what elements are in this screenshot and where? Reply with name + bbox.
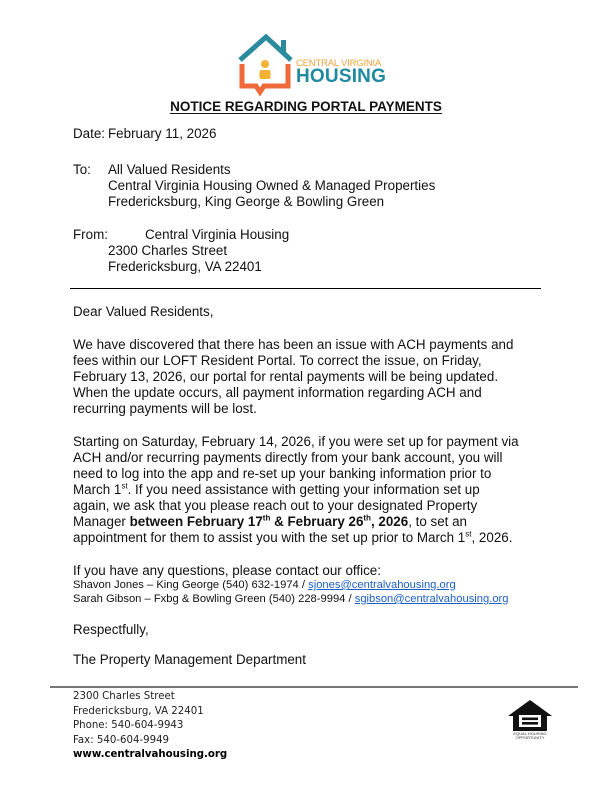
paragraph-2-line <box>73 530 512 546</box>
text-run: Manager <box>73 514 130 529</box>
logo-text-main: HOUSING <box>296 66 387 87</box>
date-label: Date: <box>73 126 106 141</box>
equal-housing-text <box>505 732 555 740</box>
notice-title <box>0 99 612 114</box>
ordinal-suffix: th <box>262 513 271 523</box>
notice-title-text: NOTICE REGARDING PORTAL PAYMENTS <box>170 99 442 114</box>
to-line: All Valued Residents <box>108 162 231 177</box>
text-run: & February 26 <box>270 514 364 529</box>
contact-row <box>73 578 456 593</box>
salutation: Dear Valued Residents, <box>73 304 214 319</box>
contact-details: Shavon Jones – King George (540) 632-1974 / <box>73 579 309 591</box>
equal-housing-text-line: EQUAL HOUSING <box>513 731 547 736</box>
appointment-window <box>130 514 409 529</box>
text-run: , 2026 <box>370 514 409 529</box>
from-line: 2300 Charles Street <box>108 243 228 258</box>
paragraph-2-line: need to log into the app and re-set up your banking information prior to <box>73 466 492 481</box>
paragraph-1-line: February 13, 2026, our portal for rental payments will be being updated. <box>73 369 499 384</box>
equal-housing-icon <box>505 698 555 732</box>
from-line: Central Virginia Housing <box>145 227 290 242</box>
footer-fax: Fax: 540-604-9949 <box>73 734 170 746</box>
text-run: , to set an <box>408 514 467 529</box>
text-run: appointment for them to assist you with the set up prior to March 1 <box>73 530 466 545</box>
contact-details: Sarah Gibson – Fxbg & Bowling Green (540) 228-9994 / <box>73 593 355 605</box>
footer-address-line: Fredericksburg, VA 22401 <box>73 705 204 717</box>
from-line: Fredericksburg, VA 22401 <box>108 259 262 274</box>
header-divider <box>70 288 541 289</box>
date-value: February 11, 2026 <box>108 126 217 141</box>
text-run: . If you need assistance with getting your information set up <box>127 482 480 497</box>
text-run: , 2026. <box>471 530 513 545</box>
email-link[interactable]: sgibson@centralvahousing.org <box>354 593 509 605</box>
footer-website: www.centralvahousing.org <box>73 749 228 760</box>
from-label: From: <box>73 227 108 242</box>
contact-row <box>73 592 509 607</box>
footer-address-line: 2300 Charles Street <box>73 691 175 702</box>
footer-divider <box>50 686 578 688</box>
footer-phone: Phone: 540-604-9943 <box>73 720 184 731</box>
to-line: Fredericksburg, King George & Bowling Green <box>108 194 385 209</box>
text-run: March 1 <box>73 482 122 497</box>
equal-housing-logo <box>505 698 555 744</box>
equal-housing-text-line: OPPORTUNITY <box>515 735 545 741</box>
footer-contact-block <box>73 690 227 763</box>
closing: Respectfully, <box>73 622 149 637</box>
paragraph-2-line <box>73 514 467 530</box>
logo-text-top: CENTRAL VIRGINIA <box>296 58 382 69</box>
house-logo-icon <box>236 34 296 98</box>
organization-logo <box>236 34 386 98</box>
ordinal-suffix: th <box>363 513 371 523</box>
signature: The Property Management Department <box>73 652 306 667</box>
ordinal-suffix: st <box>121 481 128 491</box>
paragraph-2-line <box>73 482 480 498</box>
paragraph-1-line: fees within our LOFT Resident Portal. To correct the issue, on Friday, <box>73 353 482 368</box>
email-link[interactable]: sjones@centralvahousing.org <box>308 579 456 591</box>
to-line: Central Virginia Housing Owned & Managed Properties <box>108 178 436 193</box>
paragraph-1-line: When the update occurs, all payment information regarding ACH and <box>73 385 482 400</box>
text-run: between February 17 <box>129 514 263 529</box>
ordinal-suffix: st <box>465 529 472 539</box>
to-label: To: <box>73 162 91 177</box>
paragraph-2-line: Starting on Saturday, February 14, 2026, if you were set up for payment via <box>73 434 519 449</box>
paragraph-2-line: again, we ask that you please reach out to your designated Property <box>73 498 478 513</box>
paragraph-1-line: We have discovered that there has been an issue with ACH payments and <box>73 337 514 352</box>
contact-intro: If you have any questions, please contact our office: <box>73 563 381 578</box>
paragraph-1-line: recurring payments will be lost. <box>73 401 257 416</box>
paragraph-2-line: ACH and/or recurring payments directly from your bank account, you will <box>73 450 503 465</box>
